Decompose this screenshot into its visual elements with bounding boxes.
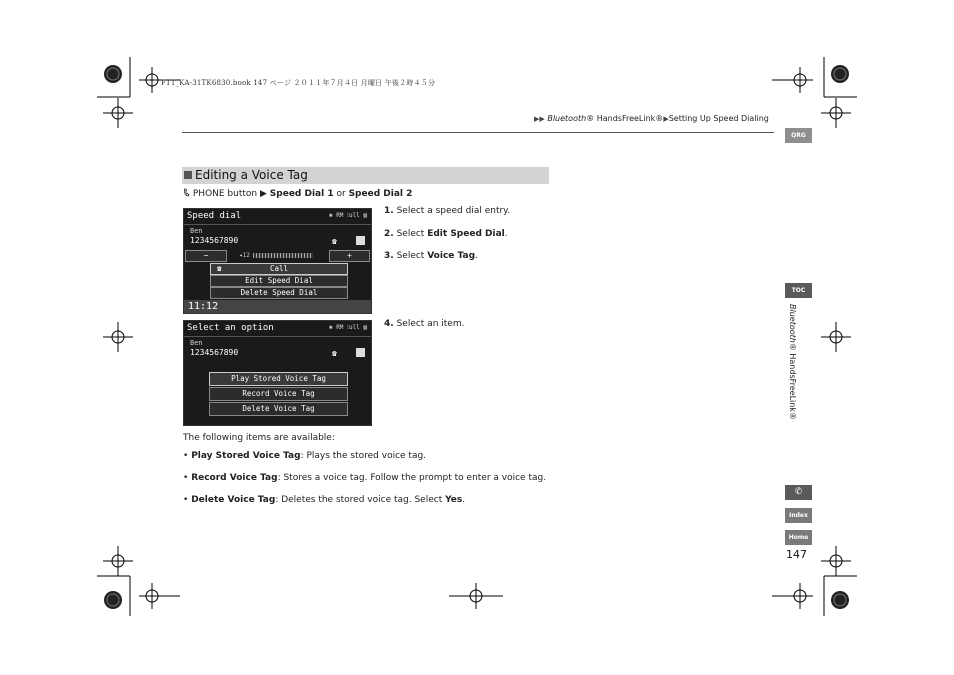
- breadcrumb-bluetooth[interactable]: Bluetooth: [547, 114, 587, 123]
- target-br1: [787, 583, 813, 609]
- target-bl1: [103, 546, 133, 576]
- call-option[interactable]: [210, 263, 348, 275]
- screen1-title-divider: [184, 224, 371, 225]
- index-tab[interactable]: Index: [785, 508, 812, 523]
- phone-button-label: PHONE button: [192, 189, 258, 199]
- list-item-record: [183, 473, 546, 483]
- screen1-contact-number: 1234567890: [190, 236, 239, 245]
- qrg-tab[interactable]: QRG: [785, 128, 812, 143]
- call-option-label: Call: [269, 264, 289, 273]
- nav-path: [183, 188, 412, 199]
- yes-term: Yes: [445, 495, 463, 505]
- voice-command-tab[interactable]: [785, 485, 812, 500]
- section-square-icon: [184, 171, 192, 179]
- page-number: 147: [786, 548, 807, 561]
- step-2-pre: Select: [396, 229, 428, 239]
- screen2-title: Select an option: [187, 323, 274, 333]
- chapter-title-rest: ® HandsFreeLink®: [788, 342, 797, 420]
- screen1-card-icon: [356, 236, 365, 245]
- screen2-status-icons: ✱ RM ⁝ull ▥: [328, 324, 367, 331]
- delete-speed-dial-option[interactable]: Delete Speed Dial: [210, 287, 348, 299]
- call-handset-icon: ☎: [217, 264, 222, 273]
- delete-voice-tag-option[interactable]: Delete Voice Tag: [209, 402, 348, 416]
- screen2-contact-number: 1234567890: [190, 348, 239, 357]
- breadcrumb-arrow: ▶: [663, 115, 669, 123]
- delete-term: Delete Voice Tag: [191, 495, 276, 505]
- step-2-number: 2.: [384, 229, 394, 239]
- toc-tab[interactable]: TOC: [785, 283, 812, 298]
- path-arrow: ▶: [260, 189, 267, 199]
- step-1: [384, 206, 510, 216]
- record-desc: : Stores a voice tag. Follow the prompt to enter a voice tag.: [277, 473, 547, 483]
- select-option-screen: [183, 320, 372, 426]
- volume-level: [239, 252, 313, 259]
- step-2-bold: Edit Speed Dial: [427, 229, 505, 239]
- chapter-title-italic: Bluetooth: [788, 304, 797, 343]
- speed-dial-screen: [183, 208, 372, 314]
- breadcrumb-hfl[interactable]: ® HandsFreeLink®: [586, 114, 664, 123]
- step-4-text: Select an item.: [396, 319, 465, 329]
- step-3-post: .: [475, 251, 478, 261]
- target-tr1: [787, 67, 813, 93]
- play-desc: : Plays the stored voice tag.: [300, 451, 427, 461]
- step-4-number: 4.: [384, 319, 394, 329]
- record-term: Record Voice Tag: [191, 473, 278, 483]
- screen1-status-icons: ✱ RM ⁝ull ▥: [328, 212, 367, 219]
- list-item-delete: [183, 495, 465, 505]
- phone-icon: [183, 188, 190, 197]
- home-tab[interactable]: Home: [785, 530, 812, 545]
- items-intro: The following items are available:: [183, 433, 335, 443]
- step-2: [384, 229, 508, 239]
- step-3-bold: Voice Tag: [427, 251, 476, 261]
- step-4: [384, 319, 464, 329]
- target-tr2: [821, 98, 851, 128]
- target-tl2: [103, 98, 133, 128]
- target-bl2: [139, 583, 165, 609]
- bullet-dot: •: [183, 495, 189, 505]
- screen2-card-icon: [356, 348, 365, 357]
- chapter-vertical-title: [787, 304, 807, 432]
- section-title: Editing a Voice Tag: [195, 168, 308, 182]
- section-header: [182, 167, 549, 184]
- target-br2: [821, 546, 851, 576]
- or-text: or: [333, 189, 349, 199]
- bullet-dot: •: [183, 451, 189, 461]
- screen1-contact-name: Ben: [190, 227, 203, 235]
- play-stored-voice-tag-option[interactable]: Play Stored Voice Tag: [209, 372, 348, 386]
- screen1-clock: 11:12: [184, 300, 371, 313]
- screen2-handset-icon: ☎: [332, 349, 337, 358]
- breadcrumb-arrows: ▶▶: [534, 115, 545, 123]
- target-ml: [103, 322, 133, 352]
- chapter-title-text: [788, 304, 797, 420]
- step-1-text: Select a speed dial entry.: [396, 206, 511, 216]
- speed-dial-2-label: Speed Dial 2: [348, 189, 413, 199]
- step-3-pre: Select: [396, 251, 428, 261]
- screen2-contact-name: Ben: [190, 339, 203, 347]
- step-3-number: 3.: [384, 251, 394, 261]
- breadcrumb: [534, 114, 769, 123]
- step-1-number: 1.: [384, 206, 394, 216]
- bullet-dot: •: [183, 473, 189, 483]
- list-item-play: [183, 451, 426, 461]
- breadcrumb-current[interactable]: Setting Up Speed Dialing: [668, 114, 769, 123]
- target-mr: [821, 322, 851, 352]
- volume-down-button[interactable]: −: [185, 250, 227, 262]
- screen2-title-divider: [184, 336, 371, 337]
- volume-level-text: ◂12: [239, 252, 250, 259]
- screen1-handset-icon: ☎: [332, 237, 337, 246]
- voice-command-icon: ✆: [794, 487, 803, 497]
- print-header: F1T_KA-31TK6830.book 147 ページ ２０１１年７月４日 月曜日 午後２時４５分: [161, 79, 436, 87]
- target-bc: [449, 583, 503, 609]
- play-term: Play Stored Voice Tag: [191, 451, 301, 461]
- speed-dial-1-label: Speed Dial 1: [269, 189, 334, 199]
- volume-up-button[interactable]: +: [329, 250, 370, 262]
- edit-speed-dial-option[interactable]: Edit Speed Dial: [210, 275, 348, 287]
- delete-desc: : Deletes the stored voice tag. Select: [275, 495, 446, 505]
- step-3: [384, 251, 478, 261]
- screen1-title: Speed dial: [187, 211, 242, 221]
- delete-tail: .: [462, 495, 466, 505]
- record-voice-tag-option[interactable]: Record Voice Tag: [209, 387, 348, 401]
- volume-meter: [253, 253, 313, 258]
- header-rule: [182, 132, 774, 133]
- step-2-post: .: [504, 229, 508, 239]
